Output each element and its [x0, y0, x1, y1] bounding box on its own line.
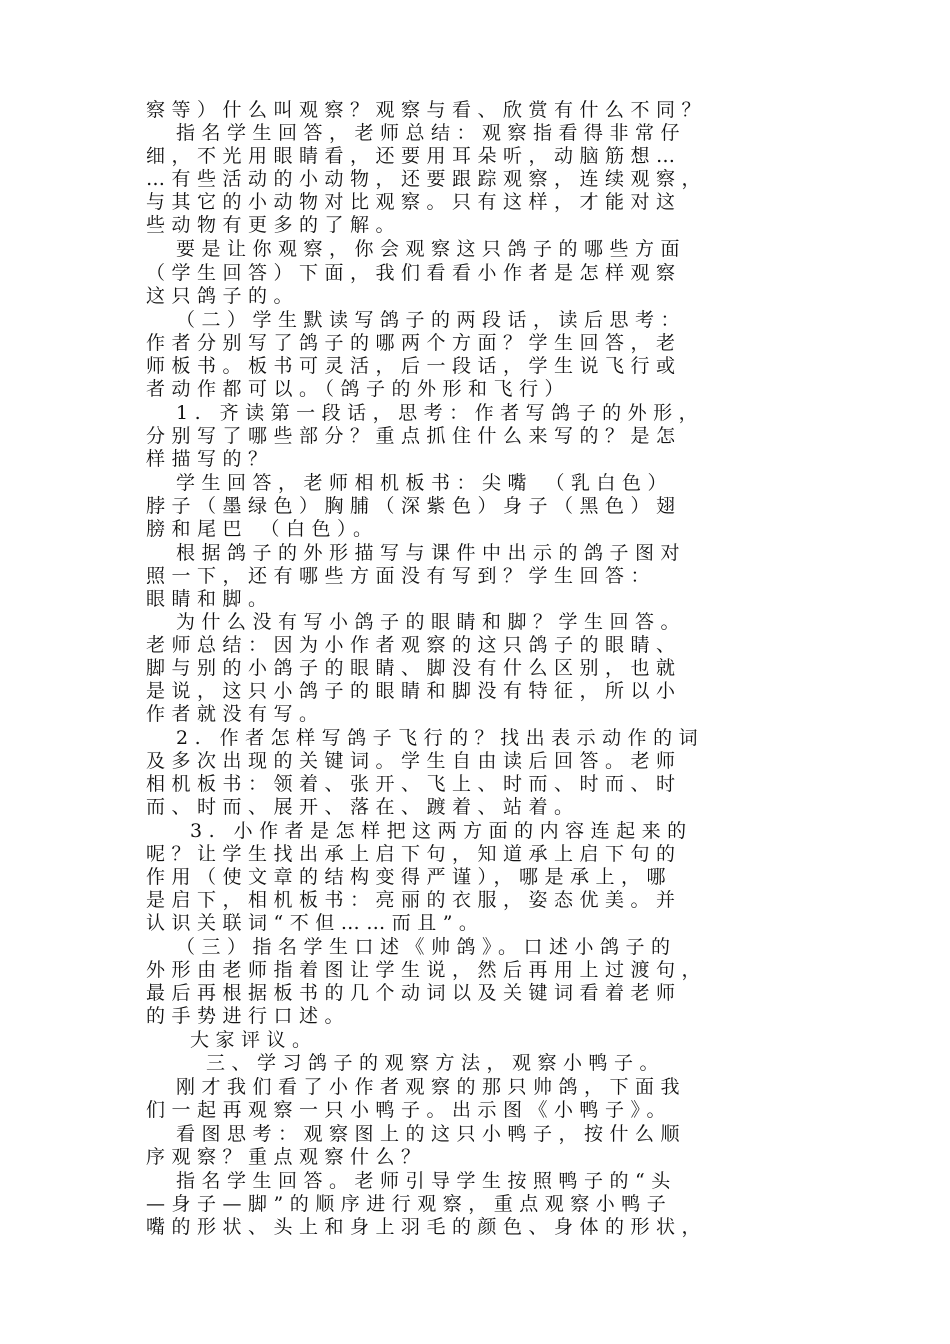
- text-line: 是说，这只小鸽子的眼睛和脚没有特征，所以小: [146, 680, 682, 702]
- text-line: 最后再根据板书的几个动词以及关键词看着老师: [146, 982, 682, 1004]
- text-line: 指名学生回答。老师引导学生按照鸭子的“头: [176, 1170, 677, 1192]
- text-line: 序观察？重点观察什么？: [146, 1146, 427, 1168]
- text-line: 看图思考：观察图上的这只小鸭子，按什么顺: [176, 1123, 687, 1145]
- text-line: 2. 作者怎样写鸽子飞行的？找出表示动作的词: [176, 727, 705, 749]
- text-line: 老师总结：因为小作者观察的这只鸽子的眼睛、: [146, 634, 682, 656]
- text-line: 为什么没有写小鸽子的眼睛和脚？学生回答。: [176, 611, 687, 633]
- text-line: 作者分别写了鸽子的哪两个方面？学生回答，老: [146, 332, 682, 354]
- text-line: 脖子（墨绿色）胸脯（深紫色）身子（黑色）翅: [146, 495, 682, 517]
- text-line: 分别写了哪些部分？重点抓住什么来写的？是怎: [146, 425, 682, 447]
- text-line: 嘴的形状、头上和身上羽毛的颜色、身体的形状，: [146, 1216, 708, 1238]
- text-line: 是启下，相机板书：亮丽的衣服，姿态优美。并: [146, 889, 682, 911]
- text-line: 1. 齐读第一段话，思考：作者写鸽子的外形，: [176, 402, 705, 424]
- text-line: 认识关联词“不但……而且”。: [146, 912, 485, 934]
- text-line: 指名学生回答，老师总结：观察指看得非常仔: [176, 122, 687, 144]
- section-heading: 三、学习鸽子的观察方法，观察小鸭子。: [206, 1052, 666, 1074]
- text-line: 相机板书：领着、张开、飞上、时而、时而、时: [146, 773, 682, 795]
- text-line: 根据鸽子的外形描写与课件中出示的鸽子图对: [176, 542, 687, 564]
- text-line: 学生回答，老师相机板书：尖嘴 （乳白色）: [176, 472, 674, 494]
- text-line: （二）学生默读写鸽子的两段话，读后思考：: [176, 309, 687, 331]
- text-line: 照一下，还有哪些方面没有写到？学生回答：: [146, 565, 657, 587]
- text-line: 刚才我们看了小作者观察的那只帅鸽，下面我: [176, 1076, 687, 1098]
- text-line: 外形由老师指着图让学生说，然后再用上过渡句，: [146, 959, 708, 981]
- text-line: 与其它的小动物对比观察。只有这样，才能对这: [146, 191, 682, 213]
- text-line: 膀和尾巴 （白色）。: [146, 518, 379, 540]
- text-line: 脚与别的小鸽子的眼睛、脚没有什么区别，也就: [146, 657, 682, 679]
- text-line: 察等）什么叫观察？观察与看、欣赏有什么不同？: [146, 99, 708, 121]
- text-line: 些动物有更多的了解。: [146, 214, 402, 236]
- text-line: 作用（使文章的结构变得严谨），哪是承上，哪: [146, 866, 673, 888]
- text-line: 3. 小作者是怎样把这两方面的内容连起来的: [190, 820, 693, 842]
- text-line: 细，不光用眼睛看，还要用耳朵听，动脑筋想…: [146, 145, 682, 167]
- text-line: （三）指名学生口述《帅鸽》。口述小鸽子的: [176, 936, 677, 958]
- text-line: 要是让你观察，你会观察这只鸽子的哪些方面: [176, 238, 687, 260]
- text-line: 这只鸽子的。: [146, 285, 300, 307]
- text-line: 大家评议。: [190, 1029, 318, 1051]
- text-line: 样描写的？: [146, 448, 274, 470]
- text-line: 者动作都可以。（鸽子的外形和飞行）: [146, 378, 571, 400]
- text-line: 呢？让学生找出承上启下句，知道承上启下句的: [146, 843, 682, 865]
- text-line: 们一起再观察一只小鸭子。出示图《小鸭子》。: [146, 1099, 673, 1121]
- text-line: …有些活动的小动物，还要跟踪观察，连续观察，: [146, 168, 708, 190]
- text-line: 作者就没有写。: [146, 703, 325, 725]
- text-line: 的手势进行口述。: [146, 1005, 351, 1027]
- text-line: （学生回答）下面，我们看看小作者是怎样观察: [146, 262, 682, 284]
- text-line: 师板书。板书可灵活，后一段话，学生说飞行或: [146, 355, 682, 377]
- text-line: —身子—脚”的顺序进行观察，重点观察小鸭子: [146, 1193, 673, 1215]
- text-line: 而、时而、展开、落在、踱着、站着。: [146, 796, 580, 818]
- text-line: 眼睛和脚。: [146, 588, 274, 610]
- text-line: 及多次出现的关键词。学生自由读后回答。老师: [146, 750, 682, 772]
